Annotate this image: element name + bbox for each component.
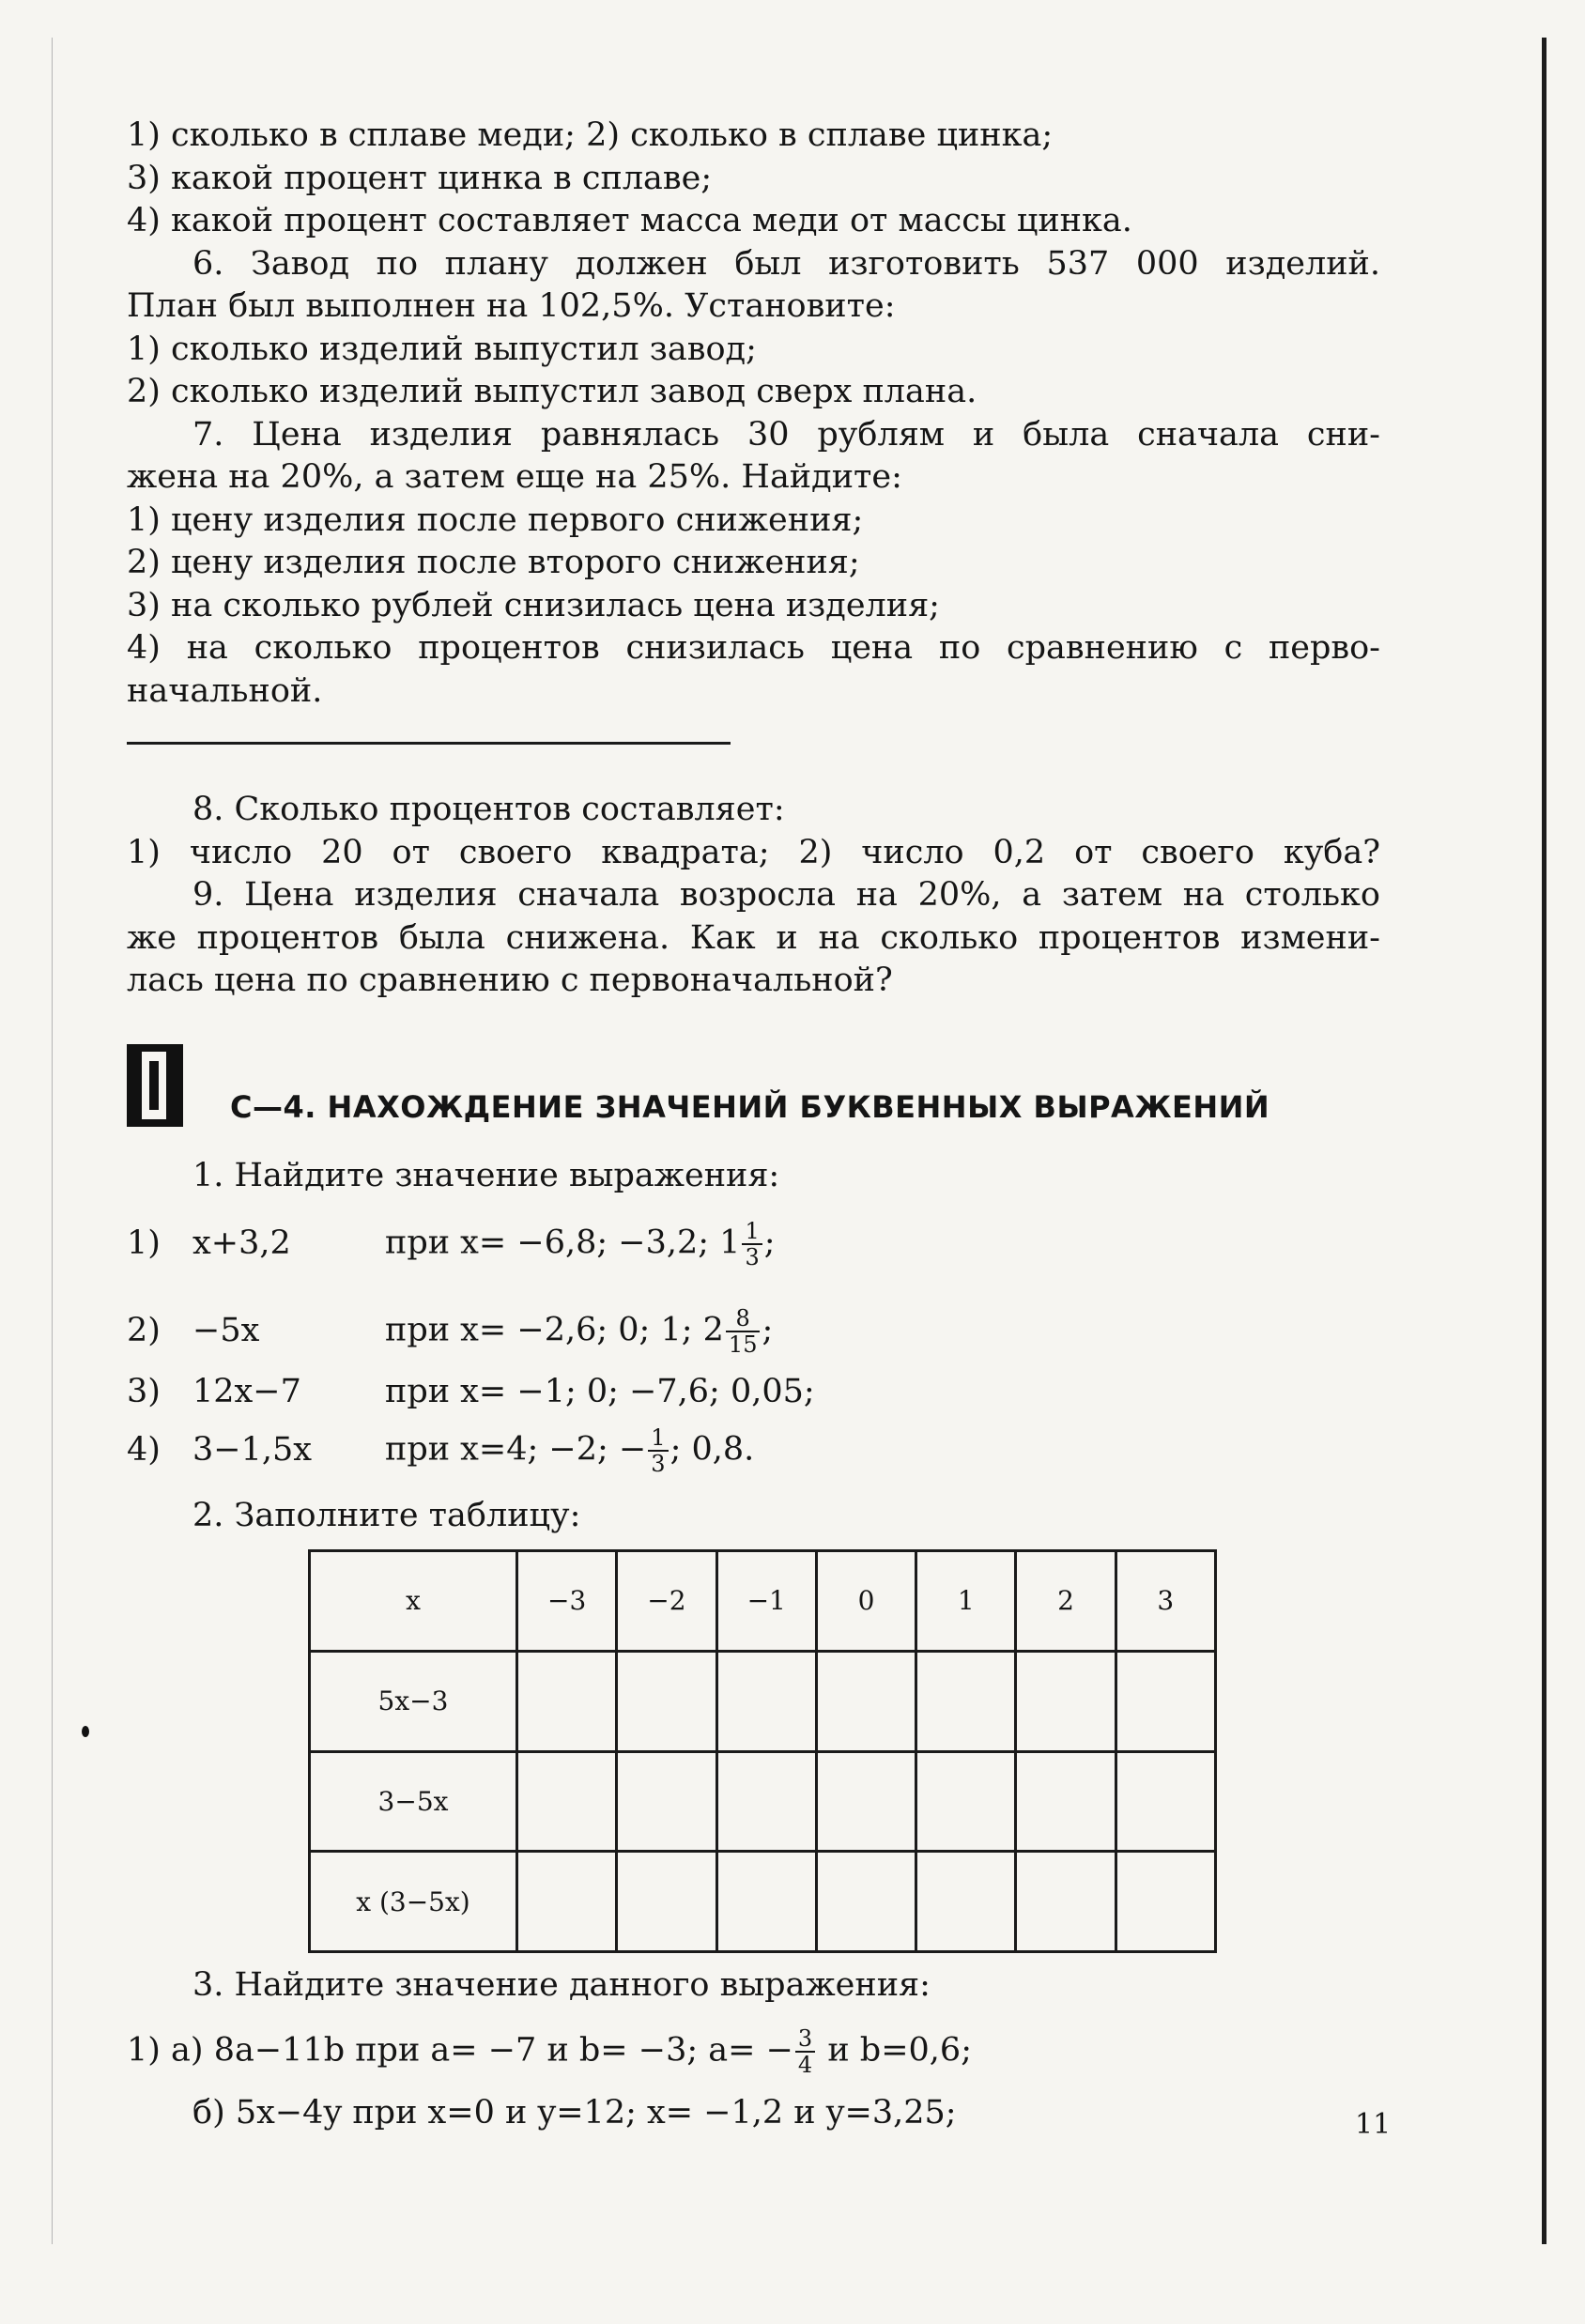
empty-cell <box>816 1852 916 1952</box>
text-line: жена на 20%, а затем еще на 25%. Найдите: <box>127 458 902 496</box>
table-header-cell: −2 <box>617 1551 716 1652</box>
fill-in-table <box>308 1549 1217 1953</box>
text-line: 4) какой процент составляет масса меди от массы цинка. <box>127 202 1132 239</box>
text-line: 3) какой процент цинка в сплаве; <box>127 159 713 197</box>
text-line: 9. Цена изделия сначала возросла на 20%, а затем на столько <box>192 876 1380 914</box>
task1-heading: 1. Найдите значение выражения: <box>192 1157 780 1194</box>
text-block-tasks-5-7 <box>127 115 1380 713</box>
text-line: 2) сколько изделий выпустил завод сверх плана. <box>127 373 977 410</box>
empty-cell <box>517 1852 617 1952</box>
item-number: 3) <box>127 1373 161 1410</box>
empty-cell <box>716 1852 816 1952</box>
text-line: начальной. <box>127 671 323 710</box>
item-number: 1) <box>127 1224 161 1262</box>
task1-item <box>127 1373 815 1410</box>
table-header-cell: 3 <box>1116 1551 1215 1652</box>
empty-cell <box>916 1651 1016 1751</box>
text-line: 6. Завод по плану должен был изготовить 537 000 изделий. <box>192 244 1380 283</box>
empty-cell <box>517 1651 617 1751</box>
item-condition: при x=4; −2; − <box>385 1430 647 1469</box>
table-header-cell: 0 <box>816 1551 916 1652</box>
task1-item: 1) x+3,2 при x= −6,8; −3,2; 1 $\frac{1}{3}$ ; <box>127 1218 776 1270</box>
item-condition: при x= −6,8; −3,2; 1 <box>385 1224 741 1262</box>
scan-edge-right <box>1542 38 1547 2244</box>
page-number: 11 <box>1355 2108 1392 2141</box>
table-header-cell: 1 <box>916 1551 1016 1652</box>
fraction: $\frac{8}{15}$ <box>726 1306 761 1357</box>
table-row <box>310 1852 1216 1952</box>
section-title: С—4. НАХОЖДЕНИЕ ЗНАЧЕНИЙ БУКВЕННЫХ ВЫРАЖЕНИЙ <box>230 1089 1270 1125</box>
fraction: $\frac{1}{3}$ <box>648 1425 668 1476</box>
table-row <box>310 1651 1216 1751</box>
task1-item: 2) −5x при x= −2,6; 0; 1; 2 $\frac{8}{15}$ ; <box>127 1305 774 1358</box>
empty-cell <box>716 1751 816 1852</box>
table-header-cell: 2 <box>1016 1551 1116 1652</box>
table-header-row <box>310 1551 1216 1652</box>
text-line: 1) сколько в сплаве меди; 2) сколько в сплаве цинка; <box>127 116 1054 154</box>
empty-cell <box>1016 1852 1116 1952</box>
table-row-label: x (3−5x) <box>310 1852 517 1952</box>
empty-cell <box>1116 1852 1215 1952</box>
text-line: 1) цену изделия после первого снижения; <box>127 500 864 539</box>
scan-edge-left <box>52 38 53 2244</box>
empty-cell <box>816 1651 916 1751</box>
item-condition: при x= −2,6; 0; 1; 2 <box>385 1311 724 1349</box>
item-expression: 3−1,5x <box>192 1430 312 1469</box>
text-line: 7. Цена изделия равнялась 30 рублям и была сначала сни- <box>192 415 1380 454</box>
empty-cell <box>617 1751 716 1852</box>
table-header-cell: −3 <box>517 1551 617 1652</box>
task2-heading: 2. Заполните таблицу: <box>192 1497 581 1534</box>
table-header-cell: −1 <box>716 1551 816 1652</box>
item-condition: при x= −1; 0; −7,6; 0,05; <box>385 1373 815 1410</box>
scan-speck <box>82 1726 89 1737</box>
table-row <box>310 1751 1216 1852</box>
text-line: же процентов была снижена. Как и на сколько процентов измени- <box>127 918 1380 957</box>
text-line: 2) цену изделия после второго снижения; <box>127 544 860 581</box>
task1-item: 4) 3−1,5x при x=4; −2; − $\frac{1}{3}$ ; 0,8. <box>127 1424 755 1477</box>
empty-cell <box>916 1852 1016 1952</box>
table-header-cell: x <box>310 1551 517 1652</box>
empty-cell <box>1016 1751 1116 1852</box>
text-line: 8. Сколько процентов составляет: <box>192 791 785 828</box>
empty-cell <box>716 1651 816 1751</box>
empty-cell <box>916 1751 1016 1852</box>
item-expression: −5x <box>192 1311 260 1349</box>
task3-line-a: 1) а) 8a−11b при a= −7 и b= −3; a= − $\frac{3}{4}$ и b=0,6; <box>127 2025 972 2078</box>
empty-cell <box>816 1751 916 1852</box>
item-number: 4) <box>127 1430 161 1469</box>
table-row-label: 3−5x <box>310 1751 517 1852</box>
table-row-label: 5x−3 <box>310 1651 517 1751</box>
item-expression: x+3,2 <box>192 1224 291 1262</box>
separator-rule <box>127 742 731 745</box>
text-line: лась цена по сравнению с первоначальной? <box>127 962 893 999</box>
empty-cell <box>617 1852 716 1952</box>
text-line: 4) на сколько процентов снизилась цена по сравнению с перво- <box>127 629 1380 667</box>
level-marker-icon <box>127 1044 183 1127</box>
empty-cell <box>1116 1751 1215 1852</box>
text-line: 1) число 20 от своего квадрата; 2) число 0,2 от своего куба? <box>127 833 1380 871</box>
fraction: $\frac{3}{4}$ <box>795 2026 815 2077</box>
task3-line-b: б) 5x−4y при x=0 и y=12; x= −1,2 и y=3,25; <box>192 2094 957 2132</box>
text-line: 3) на сколько рублей снизилась цена изделия; <box>127 586 940 624</box>
empty-cell <box>1116 1651 1215 1751</box>
text-line: План был выполнен на 102,5%. Установите: <box>127 287 896 325</box>
fraction: $\frac{1}{3}$ <box>742 1219 762 1270</box>
empty-cell <box>617 1651 716 1751</box>
empty-cell <box>1016 1651 1116 1751</box>
item-number: 2) <box>127 1311 161 1349</box>
text-block-tasks-8-9 <box>127 789 1380 1003</box>
task3-heading: 3. Найдите значение данного выражения: <box>192 1966 931 2004</box>
item-expression: 12x−7 <box>192 1373 301 1410</box>
text-line: 1) сколько изделий выпустил завод; <box>127 330 757 368</box>
empty-cell <box>517 1751 617 1852</box>
